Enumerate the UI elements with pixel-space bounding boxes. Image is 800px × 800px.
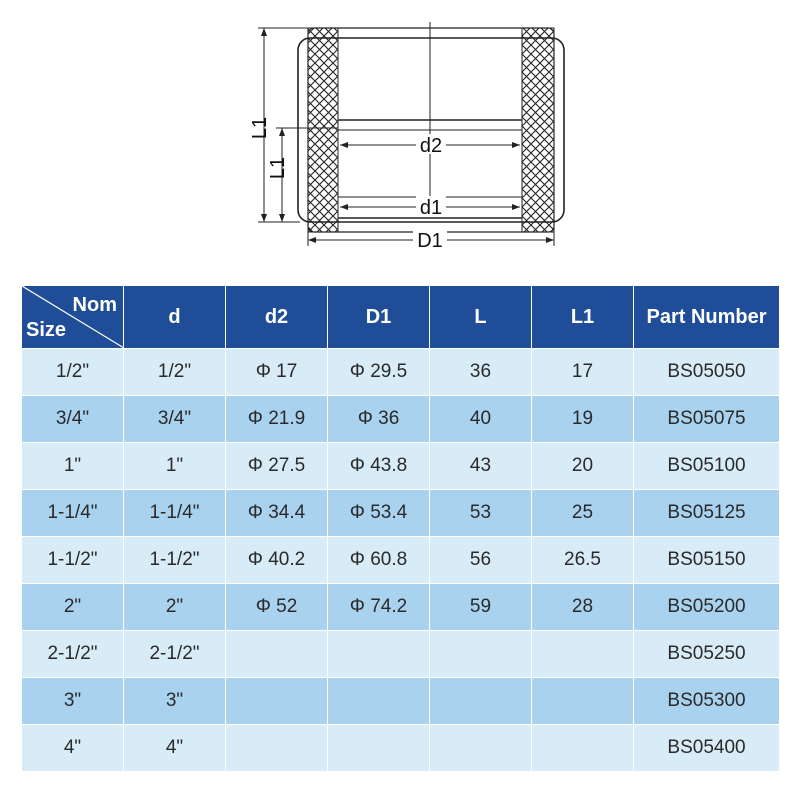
left-thread-hatch — [308, 28, 338, 232]
cell-d: 1/2" — [124, 349, 226, 396]
cell-d: 3" — [124, 678, 226, 725]
cell-part-number: BS05050 — [634, 349, 780, 396]
cell-size: 4" — [22, 725, 124, 772]
cell-D1: Φ 36 — [328, 396, 430, 443]
cell-d: 4" — [124, 725, 226, 772]
cell-part-number: BS05150 — [634, 537, 780, 584]
cell-d2 — [226, 725, 328, 772]
table-row — [22, 725, 780, 772]
cell-d: 1" — [124, 443, 226, 490]
right-thread-hatch — [522, 28, 554, 232]
header-nom: Nom — [72, 294, 117, 316]
cell-L — [430, 678, 532, 725]
cell-D1: Φ 53.4 — [328, 490, 430, 537]
cell-L — [430, 725, 532, 772]
label-d1: d1 — [419, 197, 443, 219]
cell-L: 53 — [430, 490, 532, 537]
cell-size: 1-1/4" — [22, 490, 124, 537]
table-row — [22, 443, 780, 490]
table-row — [22, 490, 780, 537]
cell-L1: 28 — [532, 584, 634, 631]
cell-d: 1-1/2" — [124, 537, 226, 584]
cell-L1 — [532, 678, 634, 725]
cell-size: 1" — [22, 443, 124, 490]
cell-size: 3" — [22, 678, 124, 725]
cell-d2: Φ 21.9 — [226, 396, 328, 443]
cell-L1: 19 — [532, 396, 634, 443]
cell-L1: 25 — [532, 490, 634, 537]
cell-L: 43 — [430, 443, 532, 490]
cell-d2 — [226, 678, 328, 725]
cell-L1: 26.5 — [532, 537, 634, 584]
header-D1: D1 — [328, 286, 430, 349]
header-nom-size — [22, 286, 124, 349]
table-row — [22, 678, 780, 725]
cell-size: 1-1/2" — [22, 537, 124, 584]
cell-part-number: BS05400 — [634, 725, 780, 772]
cell-D1 — [328, 725, 430, 772]
header-L: L — [430, 286, 532, 349]
cell-size: 2-1/2" — [22, 631, 124, 678]
cell-d: 3/4" — [124, 396, 226, 443]
cell-d: 2" — [124, 584, 226, 631]
label-D1: D1 — [417, 230, 443, 252]
table-row — [22, 537, 780, 584]
cell-L1 — [532, 725, 634, 772]
label-d2: d2 — [419, 135, 443, 157]
cell-d2: Φ 40.2 — [226, 537, 328, 584]
table-row — [22, 396, 780, 443]
cell-L1: 17 — [532, 349, 634, 396]
cell-part-number: BS05125 — [634, 490, 780, 537]
cell-D1: Φ 60.8 — [328, 537, 430, 584]
header-part-number: Part Number — [634, 286, 780, 349]
cell-d2: Φ 27.5 — [226, 443, 328, 490]
cell-part-number: BS05100 — [634, 443, 780, 490]
header-d2: d2 — [226, 286, 328, 349]
table-row — [22, 584, 780, 631]
cell-L: 59 — [430, 584, 532, 631]
cell-part-number: BS05075 — [634, 396, 780, 443]
cell-L: 56 — [430, 537, 532, 584]
header-L1: L1 — [532, 286, 634, 349]
cell-D1: Φ 74.2 — [328, 584, 430, 631]
header-d: d — [124, 286, 226, 349]
fitting-drawing — [0, 0, 800, 262]
cell-L1: 20 — [532, 443, 634, 490]
cell-size: 1/2" — [22, 349, 124, 396]
cell-D1 — [328, 631, 430, 678]
cell-D1 — [328, 678, 430, 725]
cell-d2: Φ 52 — [226, 584, 328, 631]
cell-d: 2-1/2" — [124, 631, 226, 678]
cell-d2 — [226, 631, 328, 678]
cell-L: 36 — [430, 349, 532, 396]
cell-part-number: BS05300 — [634, 678, 780, 725]
cell-part-number: BS05250 — [634, 631, 780, 678]
table-row — [22, 349, 780, 396]
cell-size: 2" — [22, 584, 124, 631]
label-l1-inner: L1 — [267, 156, 289, 180]
cell-L1 — [532, 631, 634, 678]
table-row — [22, 631, 780, 678]
cell-D1: Φ 43.8 — [328, 443, 430, 490]
cell-L — [430, 631, 532, 678]
cell-d2: Φ 34.4 — [226, 490, 328, 537]
cell-part-number: BS05200 — [634, 584, 780, 631]
cell-size: 3/4" — [22, 396, 124, 443]
header-size: Size — [26, 319, 67, 341]
cell-D1: Φ 29.5 — [328, 349, 430, 396]
table-header-row — [22, 286, 780, 349]
label-l1-outer: L1 — [249, 116, 271, 140]
spec-table — [22, 286, 780, 772]
cell-d: 1-1/4" — [124, 490, 226, 537]
cell-L: 40 — [430, 396, 532, 443]
cell-d2: Φ 17 — [226, 349, 328, 396]
